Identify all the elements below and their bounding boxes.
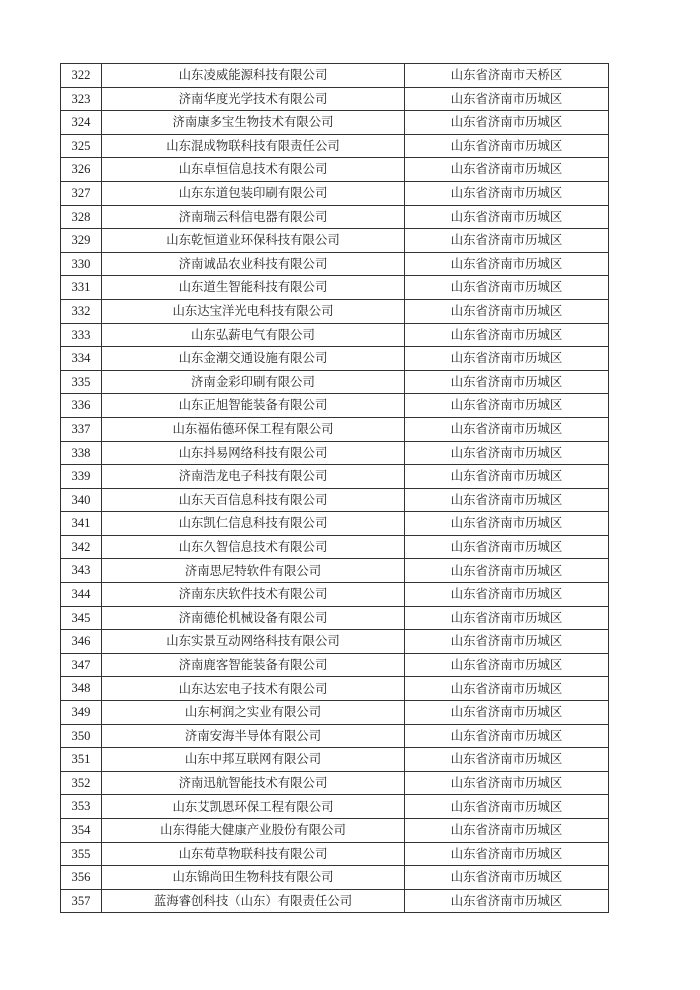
row-number-cell: 340 — [61, 488, 102, 512]
region-cell: 山东省济南市历城区 — [405, 441, 609, 465]
row-number-cell: 338 — [61, 441, 102, 465]
row-number-cell: 356 — [61, 866, 102, 890]
region-cell: 山东省济南市历城区 — [405, 111, 609, 135]
table-row — [61, 417, 609, 441]
region-cell: 山东省济南市历城区 — [405, 677, 609, 701]
table-row — [61, 748, 609, 772]
row-number-cell: 353 — [61, 795, 102, 819]
region-cell: 山东省济南市历城区 — [405, 394, 609, 418]
table-row — [61, 252, 609, 276]
company-name-cell: 济南金彩印刷有限公司 — [102, 370, 405, 394]
region-cell: 山东省济南市历城区 — [405, 795, 609, 819]
table-row — [61, 181, 609, 205]
row-number-cell: 326 — [61, 158, 102, 182]
company-name-cell: 山东达宏电子技术有限公司 — [102, 677, 405, 701]
region-cell: 山东省济南市历城区 — [405, 583, 609, 607]
region-cell: 山东省济南市历城区 — [405, 512, 609, 536]
row-number-cell: 350 — [61, 724, 102, 748]
company-name-cell: 济南鹿客智能装备有限公司 — [102, 653, 405, 677]
company-list-table-container — [60, 63, 605, 913]
region-cell: 山东省济南市历城区 — [405, 323, 609, 347]
row-number-cell: 349 — [61, 701, 102, 725]
region-cell: 山东省济南市历城区 — [405, 276, 609, 300]
row-number-cell: 343 — [61, 559, 102, 583]
company-name-cell: 山东乾恒道业环保科技有限公司 — [102, 229, 405, 253]
company-name-cell: 济南华度光学技术有限公司 — [102, 87, 405, 111]
region-cell: 山东省济南市历城区 — [405, 866, 609, 890]
row-number-cell: 342 — [61, 535, 102, 559]
company-name-cell: 山东福佑德环保工程有限公司 — [102, 417, 405, 441]
table-row — [61, 441, 609, 465]
region-cell: 山东省济南市历城区 — [405, 724, 609, 748]
company-name-cell: 山东凌威能源科技有限公司 — [102, 64, 405, 88]
company-name-cell: 山东达宝洋光电科技有限公司 — [102, 299, 405, 323]
row-number-cell: 357 — [61, 889, 102, 913]
region-cell: 山东省济南市历城区 — [405, 417, 609, 441]
row-number-cell: 355 — [61, 842, 102, 866]
company-name-cell: 济南浩龙电子科技有限公司 — [102, 465, 405, 489]
table-row — [61, 134, 609, 158]
company-name-cell: 山东凯仁信息科技有限公司 — [102, 512, 405, 536]
region-cell: 山东省济南市历城区 — [405, 299, 609, 323]
table-row — [61, 866, 609, 890]
region-cell: 山东省济南市历城区 — [405, 771, 609, 795]
table-row — [61, 653, 609, 677]
company-list-table — [60, 63, 609, 913]
company-name-cell: 济南东庆软件技术有限公司 — [102, 583, 405, 607]
company-name-cell: 山东久智信息技术有限公司 — [102, 535, 405, 559]
company-name-cell: 山东抖易网络科技有限公司 — [102, 441, 405, 465]
row-number-cell: 345 — [61, 606, 102, 630]
row-number-cell: 322 — [61, 64, 102, 88]
region-cell: 山东省济南市天桥区 — [405, 64, 609, 88]
region-cell: 山东省济南市历城区 — [405, 748, 609, 772]
region-cell: 山东省济南市历城区 — [405, 252, 609, 276]
table-row — [61, 842, 609, 866]
company-name-cell: 山东天百信息科技有限公司 — [102, 488, 405, 512]
table-row — [61, 677, 609, 701]
company-name-cell: 山东实景互动网络科技有限公司 — [102, 630, 405, 654]
row-number-cell: 346 — [61, 630, 102, 654]
company-name-cell: 山东艾凯恩环保工程有限公司 — [102, 795, 405, 819]
table-body — [61, 64, 609, 913]
company-name-cell: 济南安海半导体有限公司 — [102, 724, 405, 748]
row-number-cell: 347 — [61, 653, 102, 677]
row-number-cell: 354 — [61, 819, 102, 843]
table-row — [61, 347, 609, 371]
table-row — [61, 512, 609, 536]
table-row — [61, 299, 609, 323]
region-cell: 山东省济南市历城区 — [405, 889, 609, 913]
region-cell: 山东省济南市历城区 — [405, 653, 609, 677]
row-number-cell: 324 — [61, 111, 102, 135]
region-cell: 山东省济南市历城区 — [405, 370, 609, 394]
table-row — [61, 771, 609, 795]
company-name-cell: 济南迅航智能技术有限公司 — [102, 771, 405, 795]
table-row — [61, 583, 609, 607]
row-number-cell: 344 — [61, 583, 102, 607]
row-number-cell: 325 — [61, 134, 102, 158]
row-number-cell: 331 — [61, 276, 102, 300]
table-row — [61, 158, 609, 182]
company-name-cell: 山东中邦互联网有限公司 — [102, 748, 405, 772]
row-number-cell: 351 — [61, 748, 102, 772]
region-cell: 山东省济南市历城区 — [405, 630, 609, 654]
company-name-cell: 山东混成物联科技有限责任公司 — [102, 134, 405, 158]
table-row — [61, 630, 609, 654]
row-number-cell: 335 — [61, 370, 102, 394]
company-name-cell: 山东锦尚田生物科技有限公司 — [102, 866, 405, 890]
region-cell: 山东省济南市历城区 — [405, 819, 609, 843]
company-name-cell: 山东弘薪电气有限公司 — [102, 323, 405, 347]
row-number-cell: 332 — [61, 299, 102, 323]
region-cell: 山东省济南市历城区 — [405, 701, 609, 725]
table-row — [61, 111, 609, 135]
company-name-cell: 济南德伦机械设备有限公司 — [102, 606, 405, 630]
row-number-cell: 328 — [61, 205, 102, 229]
company-name-cell: 山东道生智能科技有限公司 — [102, 276, 405, 300]
table-row — [61, 276, 609, 300]
company-name-cell: 济南思尼特软件有限公司 — [102, 559, 405, 583]
row-number-cell: 329 — [61, 229, 102, 253]
company-name-cell: 山东得能大健康产业股份有限公司 — [102, 819, 405, 843]
region-cell: 山东省济南市历城区 — [405, 347, 609, 371]
company-name-cell: 山东东道包装印刷有限公司 — [102, 181, 405, 205]
company-name-cell: 济南诚品农业科技有限公司 — [102, 252, 405, 276]
row-number-cell: 334 — [61, 347, 102, 371]
table-row — [61, 370, 609, 394]
company-name-cell: 济南康多宝生物技术有限公司 — [102, 111, 405, 135]
region-cell: 山东省济南市历城区 — [405, 229, 609, 253]
company-name-cell: 山东卓恒信息技术有限公司 — [102, 158, 405, 182]
table-row — [61, 795, 609, 819]
table-row — [61, 535, 609, 559]
company-name-cell: 蓝海睿创科技（山东）有限责任公司 — [102, 889, 405, 913]
table-row — [61, 488, 609, 512]
row-number-cell: 352 — [61, 771, 102, 795]
table-row — [61, 323, 609, 347]
company-name-cell: 山东金潮交通设施有限公司 — [102, 347, 405, 371]
table-row — [61, 889, 609, 913]
table-row — [61, 205, 609, 229]
region-cell: 山东省济南市历城区 — [405, 181, 609, 205]
company-name-cell: 山东荀草物联科技有限公司 — [102, 842, 405, 866]
table-row — [61, 559, 609, 583]
region-cell: 山东省济南市历城区 — [405, 535, 609, 559]
row-number-cell: 348 — [61, 677, 102, 701]
table-row — [61, 465, 609, 489]
region-cell: 山东省济南市历城区 — [405, 465, 609, 489]
table-row — [61, 87, 609, 111]
row-number-cell: 330 — [61, 252, 102, 276]
region-cell: 山东省济南市历城区 — [405, 87, 609, 111]
company-name-cell: 济南瑞云科信电器有限公司 — [102, 205, 405, 229]
company-name-cell: 山东正旭智能装备有限公司 — [102, 394, 405, 418]
table-row — [61, 724, 609, 748]
region-cell: 山东省济南市历城区 — [405, 205, 609, 229]
region-cell: 山东省济南市历城区 — [405, 842, 609, 866]
table-row — [61, 229, 609, 253]
region-cell: 山东省济南市历城区 — [405, 134, 609, 158]
table-row — [61, 819, 609, 843]
table-row — [61, 701, 609, 725]
row-number-cell: 327 — [61, 181, 102, 205]
region-cell: 山东省济南市历城区 — [405, 606, 609, 630]
company-name-cell: 山东柯润之实业有限公司 — [102, 701, 405, 725]
region-cell: 山东省济南市历城区 — [405, 158, 609, 182]
row-number-cell: 336 — [61, 394, 102, 418]
region-cell: 山东省济南市历城区 — [405, 488, 609, 512]
table-row — [61, 606, 609, 630]
region-cell: 山东省济南市历城区 — [405, 559, 609, 583]
row-number-cell: 339 — [61, 465, 102, 489]
row-number-cell: 337 — [61, 417, 102, 441]
row-number-cell: 333 — [61, 323, 102, 347]
row-number-cell: 341 — [61, 512, 102, 536]
table-row — [61, 394, 609, 418]
table-row — [61, 64, 609, 88]
row-number-cell: 323 — [61, 87, 102, 111]
